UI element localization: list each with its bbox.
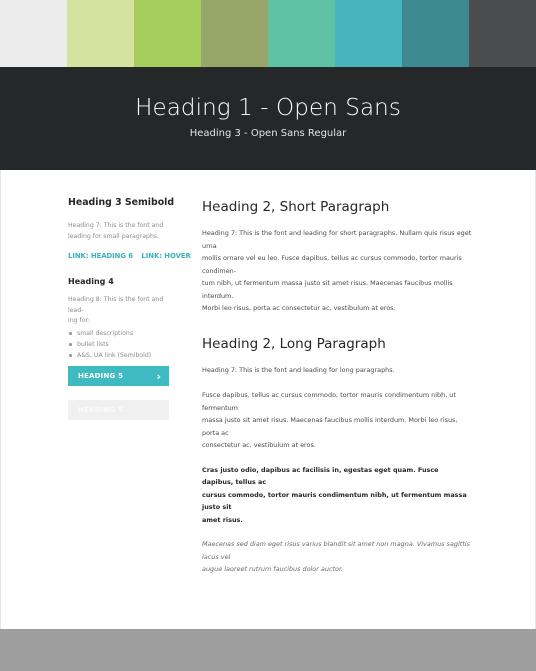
paragraph-line: Morbi leo risus, porta ac consectetur ac, vestibulum at eros.	[202, 304, 396, 312]
sidebar-section	[68, 277, 169, 361]
sidebar-description-line: Heading 8: This is the font and lead-	[68, 296, 164, 314]
sidebar-intro-line: Heading 7: This is the font and	[68, 222, 164, 229]
short-paragraph-heading: Heading 2, Short Paragraph	[202, 199, 390, 215]
sidebar-subheading: Heading 4	[68, 277, 114, 287]
color-swatch	[469, 0, 536, 67]
page-subtitle: Heading 3 - Open Sans Regular	[189, 128, 347, 139]
sidebar-links	[68, 252, 191, 261]
color-swatch	[201, 0, 268, 67]
color-swatch	[0, 0, 67, 67]
paragraph-line: amet risus.	[202, 515, 243, 524]
sidebar-description-line: ing for:	[68, 317, 91, 325]
paragraph-line: mollis ornare vel eu leo. Fusce dapibus, tellus ac cursus commodo, tortor mauris condimen-	[202, 254, 462, 275]
color-swatch	[335, 0, 402, 67]
sidebar-description	[68, 295, 169, 327]
page-title: Heading 1 - Open Sans	[135, 95, 401, 121]
paragraph-line: cursus commodo, tortor mauris condimentum nibh, ut fermentum massa justo sit	[202, 490, 467, 511]
color-swatch	[134, 0, 201, 67]
list-item: small descriptions	[68, 328, 169, 339]
footer-bar	[0, 629, 536, 671]
chevron-right-icon: ›	[156, 369, 161, 383]
color-swatch	[67, 0, 134, 67]
heading-5-button-label: HEADING 5	[78, 372, 124, 380]
sidebar-intro	[68, 221, 169, 242]
heading-5-button[interactable]	[68, 366, 169, 386]
sidebar	[68, 197, 191, 414]
content-area	[0, 170, 536, 629]
long-paragraph-lead: Heading 7: This is the font and leading for long paragraphs.	[202, 365, 395, 374]
color-swatch	[402, 0, 469, 67]
paragraph-line: augue laoreet rutrum faucibus dolor auctor.	[202, 565, 344, 573]
paragraph-line: Cras justo odio, dapibus ac facilisis in, egestas eget quam. Fusce dapibus, tellus ac	[202, 465, 439, 486]
heading-5-button-disabled-label: HEADING 5	[78, 406, 124, 414]
paragraph-line: Heading 7: This is the font and leading for short paragraphs. Nullam quis risus eget urna	[202, 229, 472, 250]
long-paragraph-heading: Heading 2, Long Paragraph	[202, 335, 386, 352]
paragraph-line: Fusce dapibus, tellus ac cursus commodo, tortor mauris condimentum nibh, ut fermentum	[202, 391, 456, 412]
paragraph-line: consectetur ac, vestibulum at eros.	[202, 441, 316, 449]
paragraph-line: massa justo sit amet risus. Maecenas faucibus mollis interdum. Morbi leo risus, porta ac	[202, 416, 458, 437]
main-article	[202, 199, 472, 576]
sidebar-intro-line: leading for small paragraphs.	[68, 232, 160, 240]
heading-5-button-disabled	[68, 400, 169, 420]
color-swatch	[268, 0, 335, 67]
bullet-list	[68, 328, 169, 361]
hero-banner	[0, 67, 536, 170]
paragraph-line: Maecenas sed diam eget risus varius blandit sit amet non magna. Vivamus sagittis lacus vel	[202, 540, 470, 561]
sidebar-heading: Heading 3 Semibold	[68, 197, 175, 208]
link-hover[interactable]: LINK: HOVER	[141, 252, 191, 261]
long-paragraph	[202, 389, 472, 452]
list-item: bullet lists	[68, 339, 169, 350]
color-palette	[0, 0, 536, 67]
list-item: A&S, UA link (Semibold)	[68, 350, 169, 361]
italic-paragraph	[202, 538, 472, 576]
short-paragraph	[202, 227, 472, 315]
link-heading-6[interactable]: LINK: HEADING 6	[68, 252, 134, 261]
bold-paragraph	[202, 464, 472, 527]
paragraph-line: tum nibh, ut fermentum massa justo sit amet risus. Maecenas faucibus mollis interdum.	[202, 279, 453, 300]
